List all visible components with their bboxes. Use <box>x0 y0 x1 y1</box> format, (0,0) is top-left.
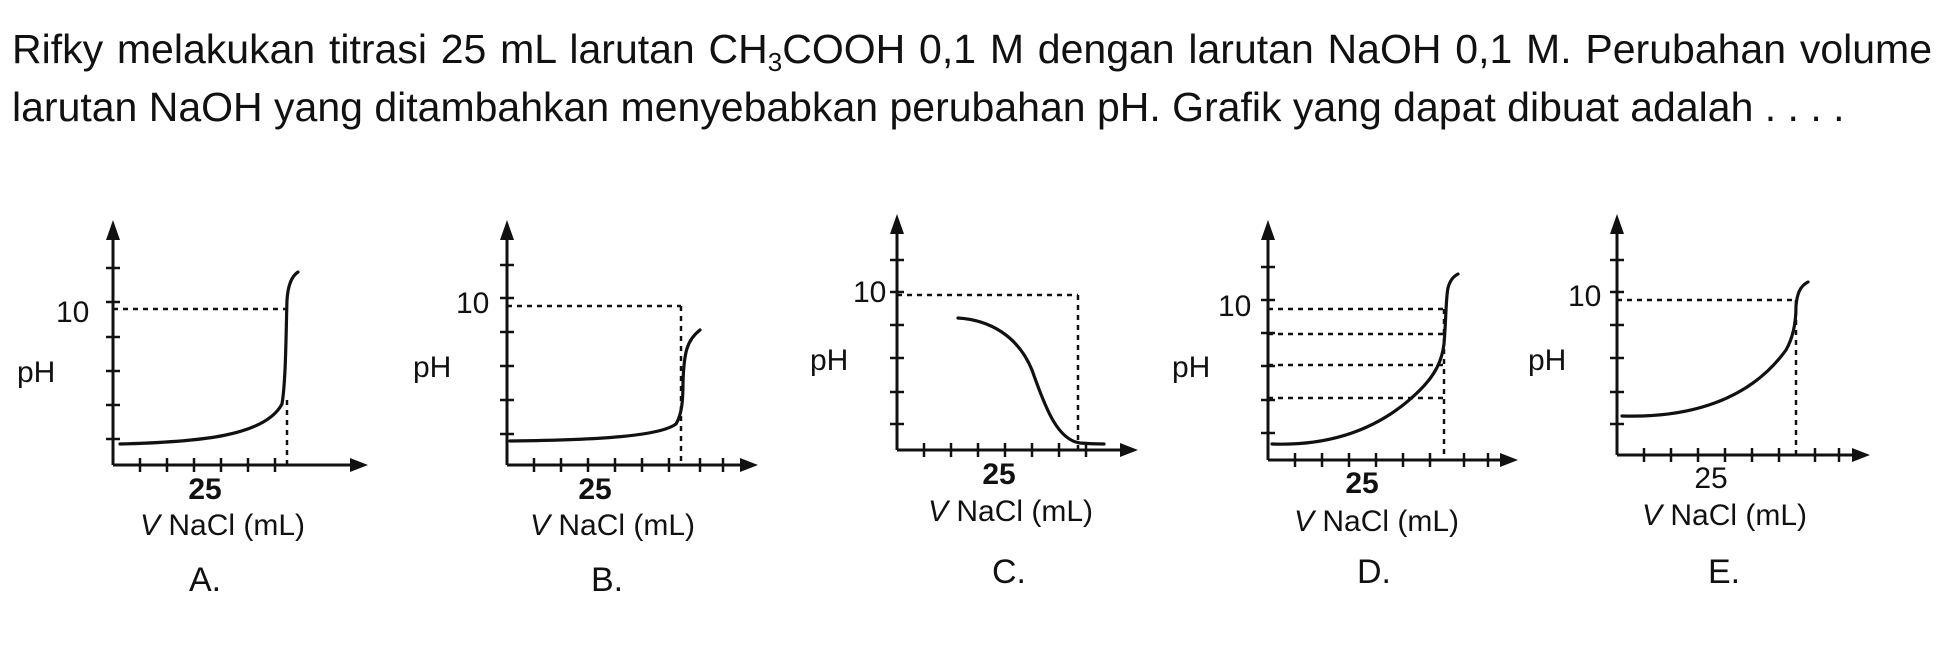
y-axis-arrow <box>106 220 120 240</box>
y-axis-arrow <box>1261 220 1275 240</box>
x-axis-arrow <box>350 458 368 472</box>
x-axis-arrow <box>1852 448 1870 462</box>
question-part-2: COOH 0,1 M dengan larutan NaOH 0,1 M. Perubahan volume larutan NaOH yang ditambahkan menyebabkan perubahan pH. Grafik yang dapat dibuat adalah . . . . <box>12 26 1932 130</box>
y-axis-label: pH <box>1172 351 1211 384</box>
y-axis-label: pH <box>1528 344 1567 377</box>
titration-curve <box>1622 282 1808 416</box>
titration-curve <box>958 318 1104 444</box>
y-tick-label-10: 10 <box>853 276 887 309</box>
y-axis-label: pH <box>413 351 452 384</box>
horizontal-guide-lines <box>1268 309 1444 398</box>
x-tick-label-25: 25 <box>982 458 1016 491</box>
titration-curve <box>510 330 700 441</box>
graph-option-e[interactable] <box>1528 214 1870 591</box>
x-axis-arrow <box>1500 453 1518 467</box>
graph-option-b[interactable] <box>413 220 758 599</box>
y-tick-label-10: 10 <box>1568 280 1602 313</box>
graph-option-d[interactable] <box>1172 220 1518 591</box>
y-axis-arrow <box>500 220 514 240</box>
x-axis-arrow <box>1120 443 1138 457</box>
x-axis-arrow <box>740 458 758 472</box>
x-tick-label-25: 25 <box>1694 462 1728 495</box>
x-axis-label: V NaCl (mL) <box>530 509 696 542</box>
titration-curve <box>1272 274 1458 444</box>
subscript-3: 3 <box>767 47 783 77</box>
question-part-1: Rifky melakukan titrasi 25 mL larutan CH <box>12 26 768 72</box>
option-letter-d: D. <box>1357 553 1391 591</box>
y-tick-label-10: 10 <box>456 287 490 320</box>
option-letter-b: B. <box>590 561 624 599</box>
x-axis-label: V NaCl (mL) <box>1642 499 1808 532</box>
y-axis-arrow <box>1610 214 1624 234</box>
y-tick-label-10: 10 <box>56 296 90 329</box>
y-axis-arrow <box>890 214 904 234</box>
y-tick-label-10: 10 <box>1218 290 1252 323</box>
option-letter-e: E. <box>1707 553 1741 591</box>
x-tick-label-25: 25 <box>578 473 612 506</box>
x-axis-label: V NaCl (mL) <box>928 495 1094 528</box>
graph-option-c[interactable] <box>810 214 1138 591</box>
x-tick-label-25: 25 <box>1345 467 1379 500</box>
y-axis-label: pH <box>17 356 56 389</box>
y-axis-label: pH <box>810 344 849 377</box>
x-tick-label-25: 25 <box>188 473 222 506</box>
x-axis-label: V NaCl (mL) <box>1294 505 1460 538</box>
option-letter-c: C. <box>992 553 1026 591</box>
graph-option-a[interactable] <box>17 220 368 599</box>
titration-curve <box>120 272 298 444</box>
x-axis-label: V NaCl (mL) <box>140 509 306 542</box>
option-letter-a: A. <box>188 561 222 599</box>
